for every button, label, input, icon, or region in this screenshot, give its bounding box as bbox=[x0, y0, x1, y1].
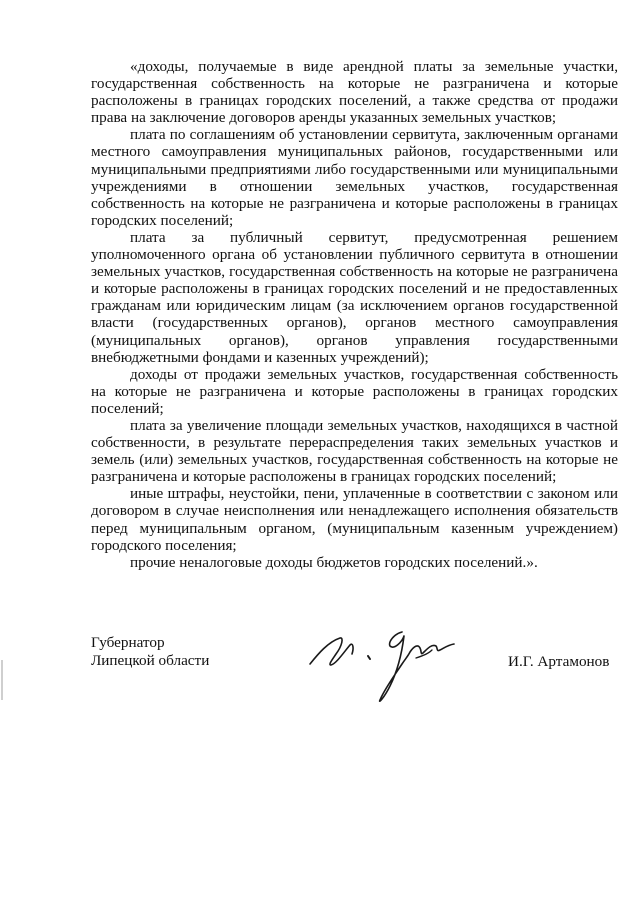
scan-edge-mark bbox=[1, 660, 3, 700]
body-text bbox=[91, 58, 618, 571]
paragraph-land-area-increase: плата за увеличение площади земельных участков, находящихся в частной собственности, в результате перераспределения таких земельных участков и земель (или) земельных участков, государственная собственность на которые не разграничена и которые расположены в границах городских поселений; bbox=[91, 416, 618, 486]
signatory-name: И.Г. Артамонов bbox=[508, 653, 610, 670]
position-region: Липецкой области bbox=[91, 652, 210, 669]
paragraph-fines: иные штрафы, неустойки, пени, уплаченные в соответствии с законом или договором в случае неисполнения или ненадлежащего исполнения обязательств перед муниципальным органом, (муниципальным казенным учреждением) городского поселения; bbox=[91, 485, 618, 554]
signatory-position bbox=[91, 634, 209, 670]
paragraph-land-sales: доходы от продажи земельных участков, государственная собственность на которые не разграничена и которые расположены в границах городских поселений; bbox=[91, 365, 618, 417]
paragraph-other-income: прочие неналоговые доходы бюджетов городских поселений.». bbox=[130, 553, 538, 571]
position-title: Губернатор bbox=[91, 634, 165, 651]
paragraph-public-servitude: плата за публичный сервитут, предусмотренная решением уполномоченного органа об установлении публичного сервитута в отношении земельных участков, государственная собственность на которые не разграничена и которые расположены в границах городских поселений и не предоставленных гражданам или юридическим лицам (за исключением органов государственной власти (государственных органов), органов местного самоуправления (муниципальных органов), органов управления государственными внебюджетными фондами и казенных учреждений); bbox=[91, 228, 618, 366]
paragraph-servitude-agreements: плата по соглашениям об установлении сервитута, заключенным органами местного самоуправления муниципальных районов, государственными или муниципальными предприятиями либо государственными или муниципальными учреждениями в отношении земельных участков, государственная собственность на которые не разграничена и которые расположены в границах городских поселений; bbox=[91, 126, 618, 229]
paragraph-rent-income: «доходы, получаемые в виде арендной платы за земельные участки, государственная собственность на которые не разграничена и которые расположены в границах городских поселений, а также средства от продажи права на заключение договоров аренды указанных земельных участков; bbox=[91, 58, 618, 127]
handwritten-signature bbox=[298, 612, 468, 712]
